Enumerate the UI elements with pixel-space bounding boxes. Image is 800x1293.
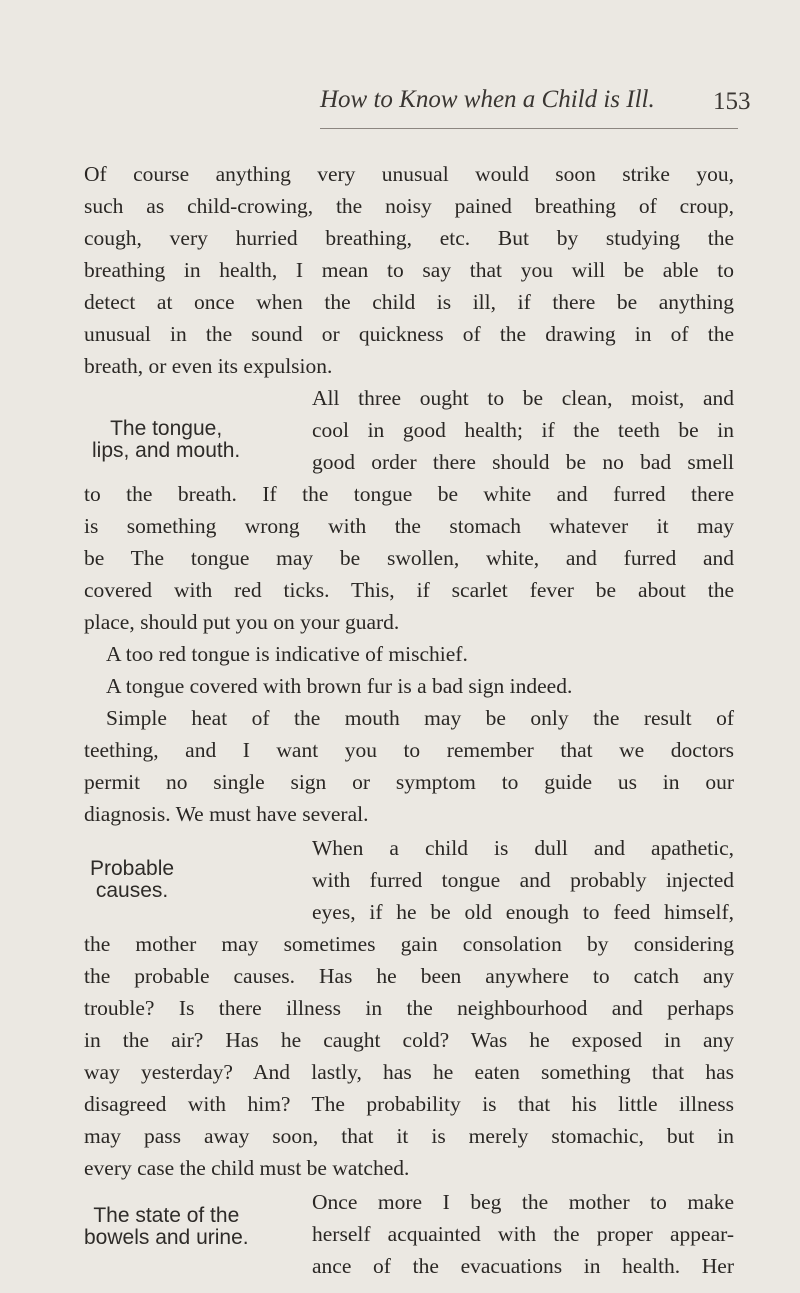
margin-note-line: lips, and mouth.: [92, 439, 241, 462]
text-line: Of course anything very unusual would soon strike you,: [84, 162, 734, 186]
text-line: When a child is dull and apathetic,: [312, 836, 734, 860]
text-line: diagnosis. We must have several.: [84, 802, 369, 826]
text-line: Simple heat of the mouth may be only the result of: [106, 706, 734, 730]
text-line: permit no single sign or symptom to guide us in our: [84, 770, 734, 794]
text-line: disagreed with him? The probability is that his little illness: [84, 1092, 734, 1116]
margin-note-causes: [90, 858, 174, 902]
text-line: place, should put you on your guard.: [84, 610, 400, 634]
margin-note-line: The tongue,: [110, 417, 223, 440]
text-line: the probable causes. Has he been anywhere to catch any: [84, 964, 734, 988]
text-line: cool in good health; if the teeth be in: [312, 418, 734, 442]
text-line: every case the child must be watched.: [84, 1156, 410, 1180]
margin-note-line: The state of the: [93, 1204, 240, 1227]
text-line: breathing in health, I mean to say that you will be able to: [84, 258, 734, 282]
margin-note-line: causes.: [95, 879, 169, 902]
text-line: in the air? Has he caught cold? Was he exposed in any: [84, 1028, 734, 1052]
text-line: such as child-crowing, the noisy pained breathing of croup,: [84, 194, 734, 218]
margin-note-line: bowels and urine.: [84, 1226, 249, 1249]
text-line: A too red tongue is indicative of mischief.: [106, 642, 468, 666]
text-line: unusual in the sound or quickness of the drawing in of the: [84, 322, 734, 346]
text-line: All three ought to be clean, moist, and: [312, 386, 734, 410]
text-line: with furred tongue and probably injected: [312, 868, 734, 892]
page-number: 153: [713, 88, 751, 115]
margin-note-tongue: [92, 418, 240, 462]
header-rule: [320, 128, 738, 129]
text-line: Once more I beg the mother to make: [312, 1190, 734, 1214]
text-line: cough, very hurried breathing, etc. But by studying the: [84, 226, 734, 250]
text-line: A tongue covered with brown fur is a bad sign indeed.: [106, 674, 573, 698]
text-line: teething, and I want you to remember that we doctors: [84, 738, 734, 762]
text-line: covered with red ticks. This, if scarlet fever be about the: [84, 578, 734, 602]
text-line: to the breath. If the tongue be white and furred there: [84, 482, 734, 506]
text-line: eyes, if he be old enough to feed himself,: [312, 900, 734, 924]
text-line: is something wrong with the stomach whatever it may: [84, 514, 734, 538]
text-line: the mother may sometimes gain consolation by considering: [84, 932, 734, 956]
running-head-title: How to Know when a Child is Ill.: [320, 86, 655, 113]
text-line: detect at once when the child is ill, if there be anything: [84, 290, 734, 314]
text-line: may pass away soon, that it is merely stomachic, but in: [84, 1124, 734, 1148]
text-line: ance of the evacuations in health. Her: [312, 1254, 734, 1278]
text-line: trouble? Is there illness in the neighbourhood and perhaps: [84, 996, 734, 1020]
margin-note-bowels: [84, 1205, 249, 1249]
text-line: breath, or even its expulsion.: [84, 354, 333, 378]
text-line: herself acquainted with the proper appear-: [312, 1222, 734, 1246]
text-line: be The tongue may be swollen, white, and furred and: [84, 546, 734, 570]
margin-note-line: Probable: [90, 857, 175, 880]
text-line: way yesterday? And lastly, has he eaten something that has: [84, 1060, 734, 1084]
text-line: good order there should be no bad smell: [312, 450, 734, 474]
